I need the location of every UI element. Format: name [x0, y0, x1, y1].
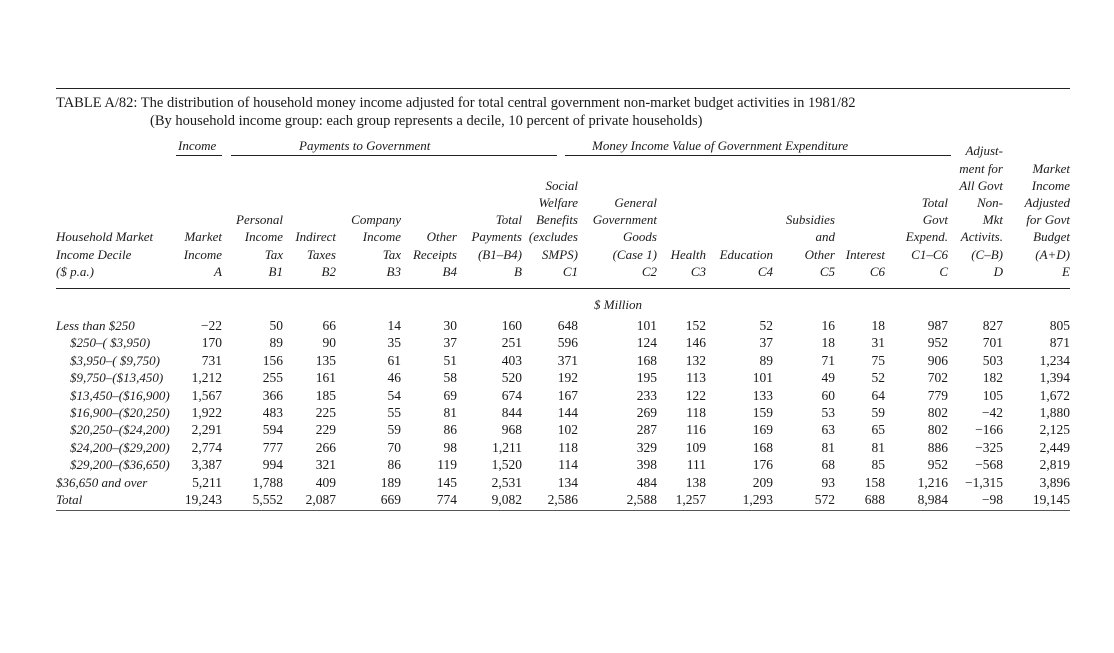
cell-b3: 61	[387, 352, 401, 368]
cell-c5: 60	[821, 387, 835, 403]
cell-d: 827	[982, 318, 1003, 333]
cell-c4: 176	[752, 457, 773, 473]
group-rule-payments	[231, 155, 557, 156]
cell-e: 2,449	[1039, 439, 1070, 455]
cell-b1: 777	[262, 439, 283, 455]
cell-d: 105	[982, 387, 1003, 403]
cell-a: 731	[201, 352, 222, 368]
cell-c4: 159	[752, 405, 773, 420]
cell-b: 160	[501, 318, 522, 333]
cell-c1: 192	[557, 370, 578, 386]
cell-b: 9,082	[491, 492, 522, 507]
cell-a: 5,211	[192, 474, 222, 490]
group-rule-income	[176, 155, 222, 156]
cell-b: 968	[501, 422, 522, 438]
cell-b: 251	[501, 335, 522, 351]
cell-b3: 86	[387, 457, 401, 473]
cell-e: 2,819	[1039, 457, 1070, 473]
cell-a: 19,243	[184, 492, 222, 507]
cell-e: 1,234	[1039, 352, 1070, 368]
cell-c2: 329	[636, 439, 657, 455]
cell-c4: 1,293	[742, 492, 773, 507]
cell-e: 1,672	[1039, 387, 1070, 403]
cell-e: 19,145	[1032, 492, 1070, 507]
cell-c1: 2,586	[547, 492, 578, 507]
cell-c6: 52	[871, 370, 885, 386]
cell-c: 8,984	[917, 492, 948, 507]
row-label: $16,900–($20,250)	[70, 405, 170, 420]
cell-b: 844	[501, 405, 522, 420]
col-header-c3: Health C3	[670, 246, 706, 279]
cell-c1: 167	[557, 387, 578, 403]
cell-c: 906	[927, 352, 948, 368]
cell-c2: 195	[636, 370, 657, 386]
cell-c5: 53	[821, 405, 835, 420]
cell-b1: 366	[262, 387, 283, 403]
cell-b: 403	[501, 352, 522, 368]
group-header-money-income: Money Income Value of Government Expenditure	[592, 138, 849, 153]
group-header-payments: Payments to Government	[299, 138, 431, 153]
cell-e: 3,896	[1039, 474, 1070, 490]
cell-c4: 37	[759, 335, 773, 351]
cell-b1: 994	[262, 457, 283, 473]
row-label: $3,950–( $9,750)	[70, 352, 160, 368]
cell-b2: 135	[315, 352, 336, 368]
col-header-b1: Personal Income Tax B1	[236, 212, 283, 279]
cell-b1: 156	[262, 352, 283, 368]
cell-c1: 371	[557, 352, 578, 368]
cell-c6: 688	[864, 492, 885, 507]
cell-d: −98	[981, 492, 1003, 507]
cell-c3: 109	[685, 439, 706, 455]
cell-c4: 52	[759, 318, 773, 333]
cell-c5: 572	[814, 492, 835, 507]
col-header-b: Total Payments (B1–B4) B	[471, 212, 522, 279]
cell-d: 701	[982, 335, 1003, 351]
col-header-b3: Company Income Tax B3	[351, 212, 401, 279]
bottom-rule	[56, 510, 1070, 511]
cell-e: 805	[1049, 318, 1070, 333]
header-rule	[56, 288, 1070, 289]
cell-c6: 59	[871, 405, 885, 420]
cell-d: 503	[982, 352, 1003, 368]
cell-c1: 118	[558, 439, 578, 455]
cell-b1: 483	[262, 405, 283, 420]
cell-a: 3,387	[191, 457, 222, 473]
cell-b4: 119	[437, 457, 457, 473]
cell-c6: 158	[864, 474, 885, 490]
cell-c6: 31	[871, 335, 885, 351]
cell-c1: 648	[557, 318, 578, 333]
cell-d: 182	[982, 370, 1003, 386]
table-title: TABLE A/82: The distribution of household money income adjusted for total central government non-market budget activities in 1981/82	[56, 95, 856, 111]
cell-c: 802	[927, 405, 948, 420]
cell-c: 886	[927, 439, 948, 455]
cell-b3: 669	[380, 492, 401, 507]
cell-c3: 138	[685, 474, 706, 490]
col-header-c6: Interest C6	[845, 246, 885, 279]
cell-b4: 81	[443, 405, 457, 420]
cell-b1: 50	[269, 318, 283, 333]
row-label: $24,200–($29,200)	[70, 439, 170, 455]
cell-d: −568	[975, 457, 1003, 473]
cell-b: 520	[501, 370, 522, 386]
cell-c3: 146	[685, 335, 706, 351]
cell-c2: 484	[636, 474, 657, 490]
cell-c3: 1,257	[675, 492, 706, 507]
col-header-c2: General Government Goods (Case 1) C2	[592, 195, 657, 279]
cell-d: −42	[981, 405, 1003, 420]
col-header-b2: Indirect Taxes B2	[295, 229, 336, 279]
cell-b2: 185	[315, 387, 336, 403]
cell-c: 1,216	[917, 474, 948, 490]
col-header-d: Adjust- ment for All Govt Non- Mkt Activits. (C–B) D	[959, 143, 1003, 279]
cell-b3: 189	[380, 474, 401, 490]
cell-a: 1,922	[191, 405, 222, 420]
cell-c3: 111	[686, 457, 706, 473]
cell-b2: 66	[322, 318, 336, 333]
col-header-c: Total Govt Expend. C1–C6 C	[905, 195, 948, 279]
cell-c3: 132	[685, 352, 706, 368]
cell-c3: 118	[686, 405, 706, 420]
cell-b1: 255	[262, 370, 283, 386]
cell-e: 1,394	[1039, 370, 1070, 386]
cell-c4: 168	[752, 439, 773, 455]
cell-b4: 58	[443, 370, 457, 386]
cell-c6: 65	[871, 422, 885, 438]
cell-c6: 81	[871, 439, 885, 455]
cell-c2: 398	[636, 457, 657, 473]
cell-b: 1,520	[491, 457, 522, 473]
cell-c5: 71	[821, 352, 835, 368]
row-label: $36,650 and over	[56, 474, 148, 490]
cell-e: 2,125	[1039, 422, 1070, 438]
cell-e: 1,880	[1039, 405, 1070, 420]
cell-b3: 70	[387, 439, 401, 455]
row-label: $29,200–($36,650)	[70, 457, 170, 473]
cell-c2: 287	[636, 422, 657, 438]
cell-c3: 152	[685, 318, 706, 333]
cell-c: 952	[927, 335, 948, 351]
cell-c: 702	[927, 370, 948, 386]
cell-c: 802	[927, 422, 948, 438]
row-label: $9,750–($13,450)	[70, 370, 164, 386]
group-rule-money-income	[565, 155, 951, 156]
cell-c5: 18	[821, 335, 835, 351]
col-header-decile: Household Market Income Decile ($ p.a.)	[56, 229, 154, 279]
cell-c5: 49	[821, 370, 835, 386]
cell-b2: 409	[315, 474, 336, 490]
cell-a: −22	[200, 318, 222, 333]
cell-c4: 169	[752, 422, 773, 438]
cell-b4: 51	[443, 352, 457, 368]
col-header-b4: Other Receipts B4	[412, 229, 457, 279]
cell-b4: 69	[443, 387, 457, 403]
cell-d: −325	[975, 439, 1003, 455]
cell-b2: 229	[315, 422, 336, 438]
cell-c1: 134	[557, 474, 578, 490]
cell-c1: 102	[557, 422, 578, 438]
row-label: Total	[56, 492, 83, 507]
cell-b1: 594	[262, 422, 283, 438]
cell-c: 952	[927, 457, 948, 473]
cell-b4: 86	[443, 422, 457, 438]
cell-c5: 93	[821, 474, 835, 490]
table-subtitle: (By household income group: each group represents a decile, 10 percent of private households)	[150, 113, 703, 129]
cell-c6: 64	[871, 387, 885, 403]
cell-b2: 225	[315, 405, 336, 420]
cell-b: 2,531	[491, 474, 522, 490]
cell-c6: 85	[871, 457, 885, 473]
cell-c3: 113	[686, 370, 706, 386]
cell-d: −166	[975, 422, 1003, 438]
cell-c5: 16	[821, 318, 835, 333]
cell-c1: 596	[557, 335, 578, 351]
col-header-c4: Education C4	[719, 246, 773, 279]
cell-b2: 161	[315, 370, 336, 386]
cell-b2: 266	[315, 439, 336, 455]
cell-c6: 75	[871, 352, 885, 368]
unit-label: $ Million	[594, 297, 643, 312]
cell-b3: 35	[387, 335, 401, 351]
cell-b4: 30	[443, 318, 457, 333]
cell-b1: 5,552	[252, 492, 283, 507]
cell-a: 170	[201, 335, 222, 351]
cell-b4: 37	[443, 335, 457, 351]
cell-b3: 59	[387, 422, 401, 438]
row-label: $13,450–($16,900)	[70, 387, 170, 403]
cell-b: 1,211	[492, 439, 522, 455]
cell-c: 779	[927, 387, 948, 403]
cell-c6: 18	[871, 318, 885, 333]
cell-b2: 2,087	[305, 492, 336, 507]
cell-c2: 168	[636, 352, 657, 368]
cell-c2: 269	[636, 405, 657, 420]
cell-b4: 774	[436, 492, 457, 507]
cell-b3: 14	[387, 318, 401, 333]
top-rule	[56, 88, 1070, 89]
cell-e: 871	[1049, 335, 1070, 351]
cell-b4: 98	[443, 439, 457, 455]
cell-a: 1,567	[191, 387, 222, 403]
cell-d: −1,315	[965, 474, 1003, 490]
cell-b3: 54	[387, 387, 401, 403]
cell-c2: 124	[636, 335, 657, 351]
col-header-c5: Subsidies and Other C5	[785, 212, 835, 279]
row-label: Less than $250	[56, 318, 135, 333]
cell-b2: 321	[315, 457, 336, 473]
cell-c4: 133	[752, 387, 773, 403]
cell-c2: 233	[636, 387, 657, 403]
cell-b3: 55	[387, 405, 401, 420]
cell-c4: 101	[752, 370, 773, 386]
col-header-c1: Social Welfare Benefits (excludes SMPS) C1	[528, 177, 578, 279]
cell-c1: 114	[558, 457, 578, 473]
cell-b1: 1,788	[252, 474, 283, 490]
cell-a: 1,212	[191, 370, 222, 386]
cell-c5: 81	[821, 439, 835, 455]
cell-c4: 89	[759, 352, 773, 368]
group-header-income: Income	[178, 138, 217, 153]
cell-c5: 68	[821, 457, 835, 473]
cell-a: 2,291	[191, 422, 222, 438]
cell-c: 987	[927, 318, 948, 333]
cell-c3: 122	[685, 387, 706, 403]
row-label: $20,250–($24,200)	[70, 422, 170, 438]
cell-b: 674	[501, 387, 522, 403]
col-header-e: Market Income Adjusted for Govt Budget (A+D) E	[1024, 160, 1070, 279]
cell-b4: 145	[436, 474, 457, 490]
cell-c4: 209	[752, 474, 773, 490]
col-header-a: Market Income A	[183, 229, 222, 279]
row-label: $250–( $3,950)	[70, 335, 151, 351]
cell-b3: 46	[387, 370, 401, 386]
cell-c3: 116	[686, 422, 706, 438]
cell-b1: 89	[269, 335, 283, 351]
cell-c1: 144	[557, 405, 578, 420]
cell-b2: 90	[322, 335, 336, 351]
cell-c2: 2,588	[626, 492, 657, 507]
cell-c2: 101	[636, 318, 657, 333]
cell-c5: 63	[821, 422, 835, 438]
cell-a: 2,774	[191, 439, 222, 455]
